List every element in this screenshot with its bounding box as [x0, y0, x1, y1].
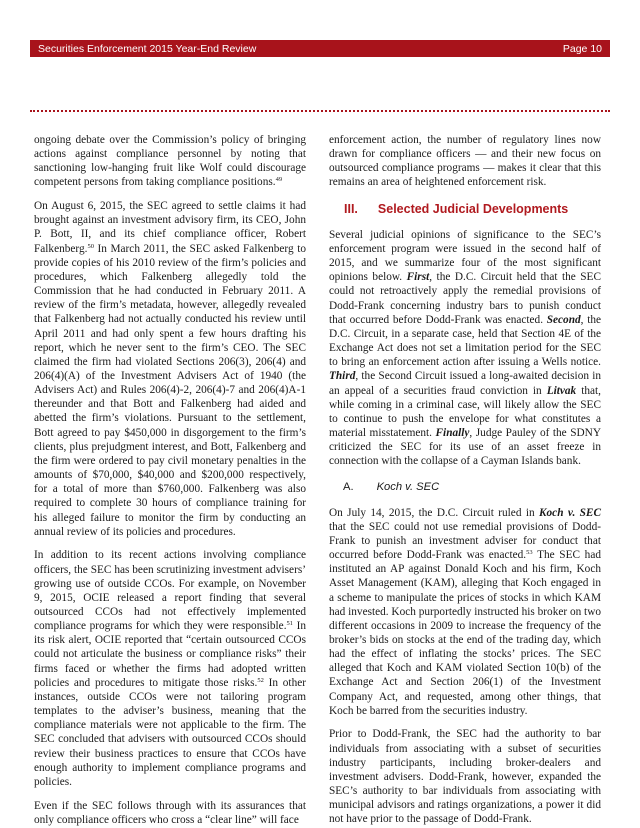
text: ongoing debate over the Commission’s policy of bringing actions against compliance personnel by noting that sanctioning low-hanging fruit like Wolf could discourage competent persons from taking compliance positions.	[34, 134, 306, 189]
dotted-divider	[30, 110, 610, 112]
page-header	[30, 40, 610, 57]
text: On August 6, 2015, the SEC agreed to settle claims it had brought against an investment advisory firm, its CEO, John P. Bott, II, and its chief compliance officer, Robert Falkenberg.	[34, 200, 306, 255]
paragraph	[329, 727, 601, 826]
case-name: Litvak	[546, 384, 577, 397]
subsection-letter: A.	[343, 481, 354, 494]
text: , the Second Circuit issued a long-awaited decision in an appeal of a securities fraud conviction in	[329, 370, 601, 397]
subsection-heading	[343, 480, 601, 494]
footnote-ref: 51	[286, 620, 294, 628]
text: , Judge Pauley of the SDNY criticized the SEC for its use of an asset freeze in connection with the collapse of a Cayman Islands bank.	[329, 426, 601, 468]
text: , the D.C. Circuit held that the SEC could not retroactively apply the remedial provisions of Dodd-Frank concerning industry bars to punish conduct that occurred before Dodd-Frank was enacted.	[329, 271, 601, 326]
text: , the D.C. Circuit, in a separate case, held that Section 4E of the Exchange Act does not set a limitation period for the SEC to bring an enforcement action after issuing a Wells notice.	[329, 313, 602, 369]
footnote-ref: 49	[275, 176, 283, 184]
text: The SEC had instituted an AP against Donald Koch and his firm, Koch Asset Management (KAM), alleging that Koch engaged in a scheme to manipulate the prices of stocks in which KAM had invested. Koch purportedly instructed his broker on two different occasions in 2009 to increase the frequency of the broker’s bids on stocks at the end of the trading day, which had the effect of inflating the stocks’ prices. The SEC alleged that Koch and KAM violated Section 10(b) of the Exchange Act and Section 206(1) of the Investment Company Act, and requested, among other things, that Koch be barred from the securities industry.	[329, 549, 602, 717]
header-title: Securities Enforcement 2015 Year-End Review	[38, 42, 257, 55]
text: In addition to its recent actions involving compliance officers, the SEC has been scrutinizing investment advisers’ growing use of outside CCOs. For example, on November 9, 2015, OCIE released a report finding that several outsourced CCOs had not effectively implemented compliance programs for which they were responsible.	[34, 549, 306, 633]
paragraph	[34, 548, 306, 789]
text: Several judicial opinions of significance to the SEC’s enforcement program were issued in the second half of 2015, and we summarize four of the most significant opinions below.	[329, 228, 601, 284]
text: In March 2011, the SEC asked Falkenberg to provide copies of his 2010 review of the firm’s policies and procedures, which Falkenberg allegedly told the Commission that he had conducted in February 2011. A review of the firm’s metadata, however, allegedly revealed that Falkenberg had not actually conducted his review until April 2011 and had only spent a few hours drafting his report, which he never sent to the firm’s CEO. The SEC claimed the firm had violated Sections 206(3), 206(4) and 206(4)(A) of the Investment Advisers Act of 1940 (the Advisers Act) and Rules 206(4)-2, 206(4)-7 and 206(4)A-1 thereunder and that Bott and Falkenberg had aided and abetted the firm’s violations. Pursuant to the settlement, Bott agreed to pay $450,000 in disgorgement to the firm’s clients, plus prejudgment interest, and Bott, Falkenberg and the firm were ordered to pay civil monetary penalties in the amounts of $70,000, $40,000 and $200,000 respectively, for a total of more than $760,000. Falkenberg was also required to complete 30 hours of compliance training for his alleged failure to monitor the firm by conducting an annual review of its policies and procedures.	[34, 242, 306, 538]
paragraph	[329, 228, 601, 469]
page-number: Page 10	[562, 42, 602, 55]
text: On July 14, 2015, the D.C. Circuit ruled in	[329, 506, 539, 519]
section-number: III.	[344, 201, 358, 216]
paragraph	[34, 799, 306, 827]
emphasis: Finally	[435, 426, 470, 439]
right-column	[329, 133, 601, 827]
footnote-ref: 50	[87, 242, 94, 250]
paragraph	[329, 133, 601, 190]
text: In other instances, outside CCOs were not tailoring program templates to the adviser’s business, meaning that the compliance materials were not applicable to the firm. The SEC concluded that advisers with outsourced CCOs should review their business practices to ensure that CCOs have enough authority to implement compliance programs and policies.	[34, 676, 306, 788]
text: that, while coming in a criminal case, will likely allow the SEC to continue to push the envelope for what constitutes a material misstatement.	[329, 384, 601, 439]
emphasis: First	[406, 271, 430, 284]
text: enforcement action, the number of regulatory lines now drawn for compliance officers — and their new focus on outsourced compliance programs — makes it clear that this remains an area of heightened enforcement risk.	[329, 134, 601, 189]
text: In its risk alert, OCIE reported that “certain outsourced CCOs could not articulate the business or compliance risks” their firms faced or whether the firms had adopted written policies and procedures to mitigate those risks.	[34, 620, 306, 689]
paragraph	[34, 199, 306, 539]
paragraph	[34, 133, 306, 190]
paragraph	[329, 506, 601, 718]
footnote-ref: 53	[526, 549, 533, 557]
section-heading	[344, 202, 601, 216]
subsection-title: Koch v. SEC	[376, 481, 440, 494]
text: Prior to Dodd-Frank, the SEC had the authority to bar individuals from associating with a subset of securities industry participants, including broker-dealers and investment advisers. Dodd-Frank, however, expanded the SEC’s authority to bar individuals from associating with municipal advisors and ratings organizations, a power it did not have prior to the passage of Dodd-Frank.	[329, 728, 601, 826]
left-column	[34, 133, 306, 827]
text: that the SEC could not use remedial provisions of Dodd-Frank to punish an investment adviser for conduct that occurred before Dodd-Frank was enacted.	[329, 520, 601, 562]
case-name: Koch v. SEC	[539, 506, 601, 519]
footnote-ref: 52	[257, 676, 264, 684]
emphasis: Third	[329, 370, 356, 383]
text: Even if the SEC follows through with its assurances that only compliance officers who cross a “clear line” will face	[34, 799, 306, 826]
emphasis: Second	[546, 313, 581, 326]
section-title: Selected Judicial Developments	[377, 201, 569, 216]
